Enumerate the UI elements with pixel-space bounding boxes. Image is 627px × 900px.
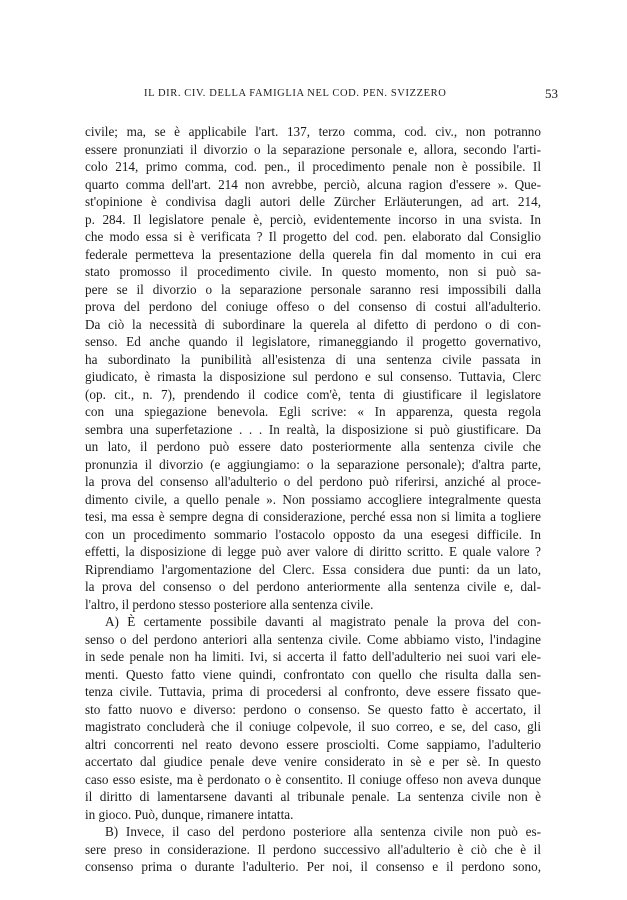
text-line: pronunzia il divorzio (e aggiungiamo: o la separazione personale); d'altra parte, <box>85 456 541 472</box>
running-header <box>60 86 558 106</box>
text-line: altri concorrenti nel reato devono essere prosciolti. Come sappiamo, l'adulterio <box>85 736 541 752</box>
text-line: civile; ma, se è applicabile l'art. 137, terzo comma, cod. civ., non potranno <box>85 124 541 139</box>
text-line: magistrato concluderà che il coniuge colpevole, il suo correo, e se, del caso, gli <box>85 719 541 734</box>
text-line: dimento civile, a quello penale ». Non possiamo accogliere integralmente questa <box>85 491 541 507</box>
text-line: prova del perdono del coniuge offeso o del consenso di costui all'adulterio. <box>85 299 541 314</box>
running-title: IL DIR. CIV. DELLA FAMIGLIA NEL COD. PEN. SVIZZERO <box>144 88 447 99</box>
text-line: Riprendiamo l'argomentazione del Clerc. Essa considera due punti: da un lato, <box>85 561 541 577</box>
text-line: senso. Ed anche quando il legislatore, rimaneggiando il progetto governativo, <box>85 334 541 349</box>
text-line: la prova del consenso o del perdono anteriormente alla sentenza civile e, dal- <box>85 579 541 594</box>
text-line: quarto comma dell'art. 214 non avrebbe, perciò, alcuna ragion d'essere ». Que- <box>85 176 541 192</box>
page-number: 53 <box>545 86 558 101</box>
text-line: st'opinione è condivisa dagli autori delle Zürcher Erläuterungen, ad art. 214, <box>85 194 541 209</box>
text-line: (op. cit., n. 7), prendendo il codice com'è, tenta di giustificare il legislatore <box>85 386 541 402</box>
text-line: sere preso in considerazione. Il perdono successivo all'adulterio è ciò che è il <box>85 841 541 857</box>
text-line: il diritto di lamentarsene davanti al tribunale penale. La sentenza civile non è <box>85 789 541 804</box>
text-line: stato promosso il procedimento civile. In questo momento, non si può sa- <box>85 264 541 279</box>
text-line: con un procedimento sommario l'ostacolo opposto da una esegesi difficile. In <box>85 526 541 542</box>
text-line: la prova del consenso all'adulterio o del perdono può riferirsi, anziché al proce- <box>85 474 541 489</box>
page-body <box>85 123 541 876</box>
text-line: l'altro, il perdono stesso posteriore alla sentenza civile. <box>85 596 374 612</box>
text-line: sembra una superfetazione . . . In realtà, la disposizione si può giustificare. Da <box>85 421 541 437</box>
text-line: consenso prima o durante l'adulterio. Per noi, il consenso e il perdono sono, <box>85 859 541 874</box>
text-line: B) Invece, il caso del perdono posteriore alla sentenza civile non può es- <box>105 824 541 839</box>
text-line: pere se il divorzio o la separazione personale saranno resi impossibili dalla <box>85 281 541 297</box>
text-line: ha subordinato la punibilità all'esistenza di una sentenza civile passata in <box>85 351 541 367</box>
text-line: tesi, ma essa è sempre degna di considerazione, perché essa non si limita a togliere <box>85 509 541 524</box>
text-line: essere pronunziati il divorzio o la separazione personale e, allora, secondo l'arti- <box>85 141 541 157</box>
text-line: sto fatto nuovo e diverso: perdono o consenso. Se questo fatto è accertato, il <box>85 701 541 717</box>
text-line: federale permetteva la presentazione della querela fin dal momento in cui era <box>85 246 541 262</box>
text-line: Da ciò la necessità di subordinare la querela al difetto di perdono o di con- <box>85 316 541 332</box>
text-line: colo 214, primo comma, cod. pen., il procedimento penale non è possibile. Il <box>85 159 541 174</box>
text-line: in gioco. Può, dunque, rimanere intatta. <box>85 806 294 822</box>
text-line: A) È certamente possibile davanti al magistrato penale la prova del con- <box>105 614 541 629</box>
text-line: che modo essa si è verificata ? Il progetto del cod. pen. elaborato dal Consiglio <box>85 229 541 244</box>
text-line: caso esso esiste, ma è perdonato o è consentito. Il coniuge offeso non aveva dunque <box>85 771 541 787</box>
text-line: effetti, la disposizione di legge può aver valore di diritto scritto. E quale valore ? <box>85 544 541 559</box>
text-line: accertato dal giudice penale deve venire considerato in sè e per sè. In questo <box>85 754 541 769</box>
text-line: in sede penale non ha limiti. Ivi, si accerta il fatto dell'adulterio nei suoi vari ele- <box>85 649 541 664</box>
text-line: un lato, il perdono può essere dato posteriormente alla sentenza civile che <box>85 439 541 454</box>
text-line: p. 284. Il legislatore penale è, perciò, evidentemente incorso in una svista. In <box>85 211 541 227</box>
text-line: con una spiegazione benevola. Egli scrive: « In apparenza, questa regola <box>85 404 541 419</box>
text-line: giudicato, è rimasta la disposizione sul perdono e sul consenso. Tuttavia, Clerc <box>85 369 541 384</box>
text-line: tenza civile. Tuttavia, prima di procedersi al confronto, deve essere fissato que- <box>85 684 541 699</box>
text-line: senso o del perdono anteriori alla sentenza civile. Come abbiamo visto, l'indagine <box>85 631 541 647</box>
text-line: menti. Questo fatto viene quindi, confrontato con quello che risulta dalla sen- <box>85 666 541 682</box>
